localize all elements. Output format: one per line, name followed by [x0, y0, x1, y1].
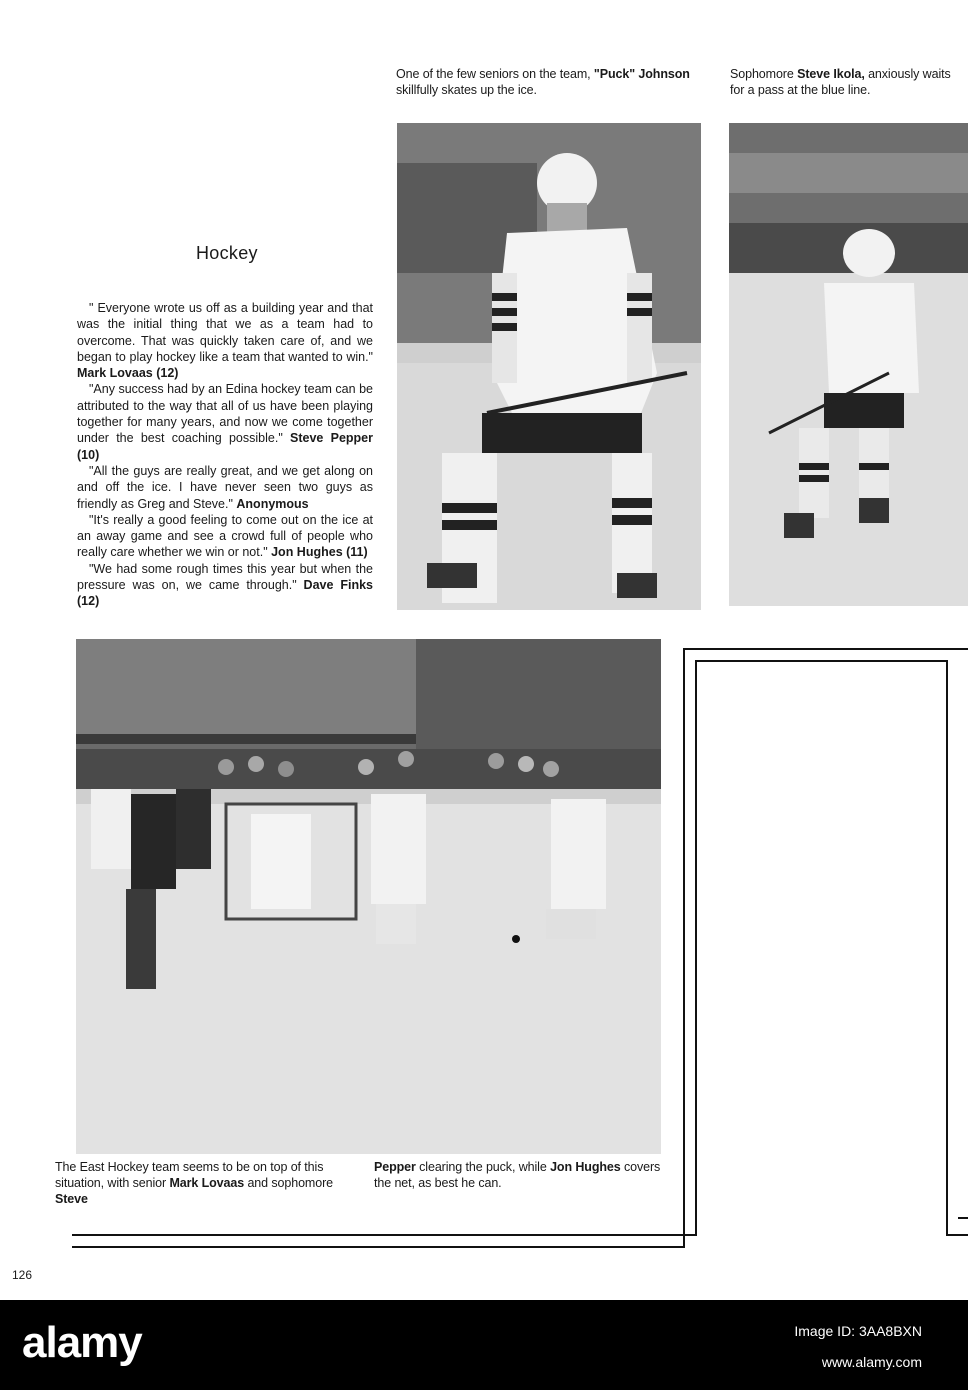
caption-text: The East Hockey team seems to be on top of this situation, with senior: [55, 1160, 324, 1190]
caption-johnson: [396, 66, 696, 98]
caption-name: Steve Ikola,: [797, 67, 865, 81]
frame-line: [695, 660, 697, 1234]
frame-line: [946, 660, 948, 1236]
caption-text: and sophomore: [244, 1176, 334, 1190]
story-paragraph: [77, 512, 373, 561]
photo-art: [76, 639, 661, 1154]
caption-name: Steve: [55, 1192, 88, 1206]
frame-line: [683, 648, 685, 1246]
frame-line: [695, 660, 948, 662]
caption-text: skillfully skates up the ice.: [396, 83, 537, 97]
quote-text: "We had some rough times this year but when the pressure was on, we came through.": [77, 561, 373, 593]
caption-name: "Puck" Johnson: [593, 67, 690, 81]
caption-text: Sophomore: [730, 67, 798, 81]
quote-text: " Everyone wrote us off as a building year and that was the initial thing that we as a team had to overcome. That was quickly taken care of, and we began to play hockey like a team that wanted to win.": [77, 301, 373, 364]
image-id: Image ID: 3AA8BXN: [794, 1323, 922, 1339]
frame-line: [683, 648, 968, 650]
frame-line: [72, 1246, 685, 1248]
quote-text: "All the guys are really great, and we get along on and off the ice. I have never seen two guys as friendly as Greg and Steve.": [77, 463, 373, 511]
story-paragraph: [77, 463, 373, 512]
quote-text: "Any success had by an Edina hockey team can be attributed to the way that all of us have been playing together for many years, and now we come together under the best coaching possible.": [77, 382, 373, 446]
photo-team-action: [76, 639, 661, 1154]
photo-art: [729, 123, 968, 606]
caption-team-left: [55, 1159, 353, 1207]
caption-text: covers the net, as best he can.: [374, 1160, 661, 1190]
site-url: www.alamy.com: [821, 1354, 922, 1370]
quote-author: Steve Pepper (10): [77, 431, 373, 462]
photo-steve-ikola: [729, 123, 968, 606]
caption-ikola: [730, 66, 956, 98]
photo-puck-johnson: [397, 123, 701, 610]
frame-line: [946, 1234, 968, 1236]
quote-author: Dave Finks (12): [77, 578, 373, 609]
alamy-logo: alamy: [22, 1318, 142, 1367]
story-paragraph: [77, 300, 373, 381]
page-number: 126: [12, 1268, 33, 1282]
caption-text: clearing the puck, while: [415, 1160, 551, 1174]
caption-text: anxiously waits for a pass at the blue line.: [730, 67, 951, 97]
caption-text: One of the few seniors on the team,: [396, 67, 594, 81]
photo-art: [397, 123, 701, 610]
story-body: [77, 300, 373, 610]
story-title: Hockey: [196, 243, 258, 263]
story-paragraph: [77, 381, 373, 462]
caption-name: Pepper: [374, 1160, 416, 1174]
footer-bar: [0, 1300, 968, 1390]
caption-team-right: [374, 1159, 672, 1191]
story-paragraph: [77, 561, 373, 610]
quote-text: "It's really a good feeling to come out on the ice at an away game and see a crowd full of people who really care whether we win or not.": [77, 512, 373, 560]
frame-line: [72, 1234, 697, 1236]
caption-name: Mark Lovaas: [169, 1176, 245, 1190]
quote-author: Mark Lovaas (12): [77, 366, 179, 381]
quote-author: Jon Hughes (11): [271, 545, 368, 560]
frame-line: [958, 1217, 968, 1219]
quote-author: Anonymous: [236, 496, 309, 511]
caption-name: Jon Hughes: [550, 1160, 621, 1174]
